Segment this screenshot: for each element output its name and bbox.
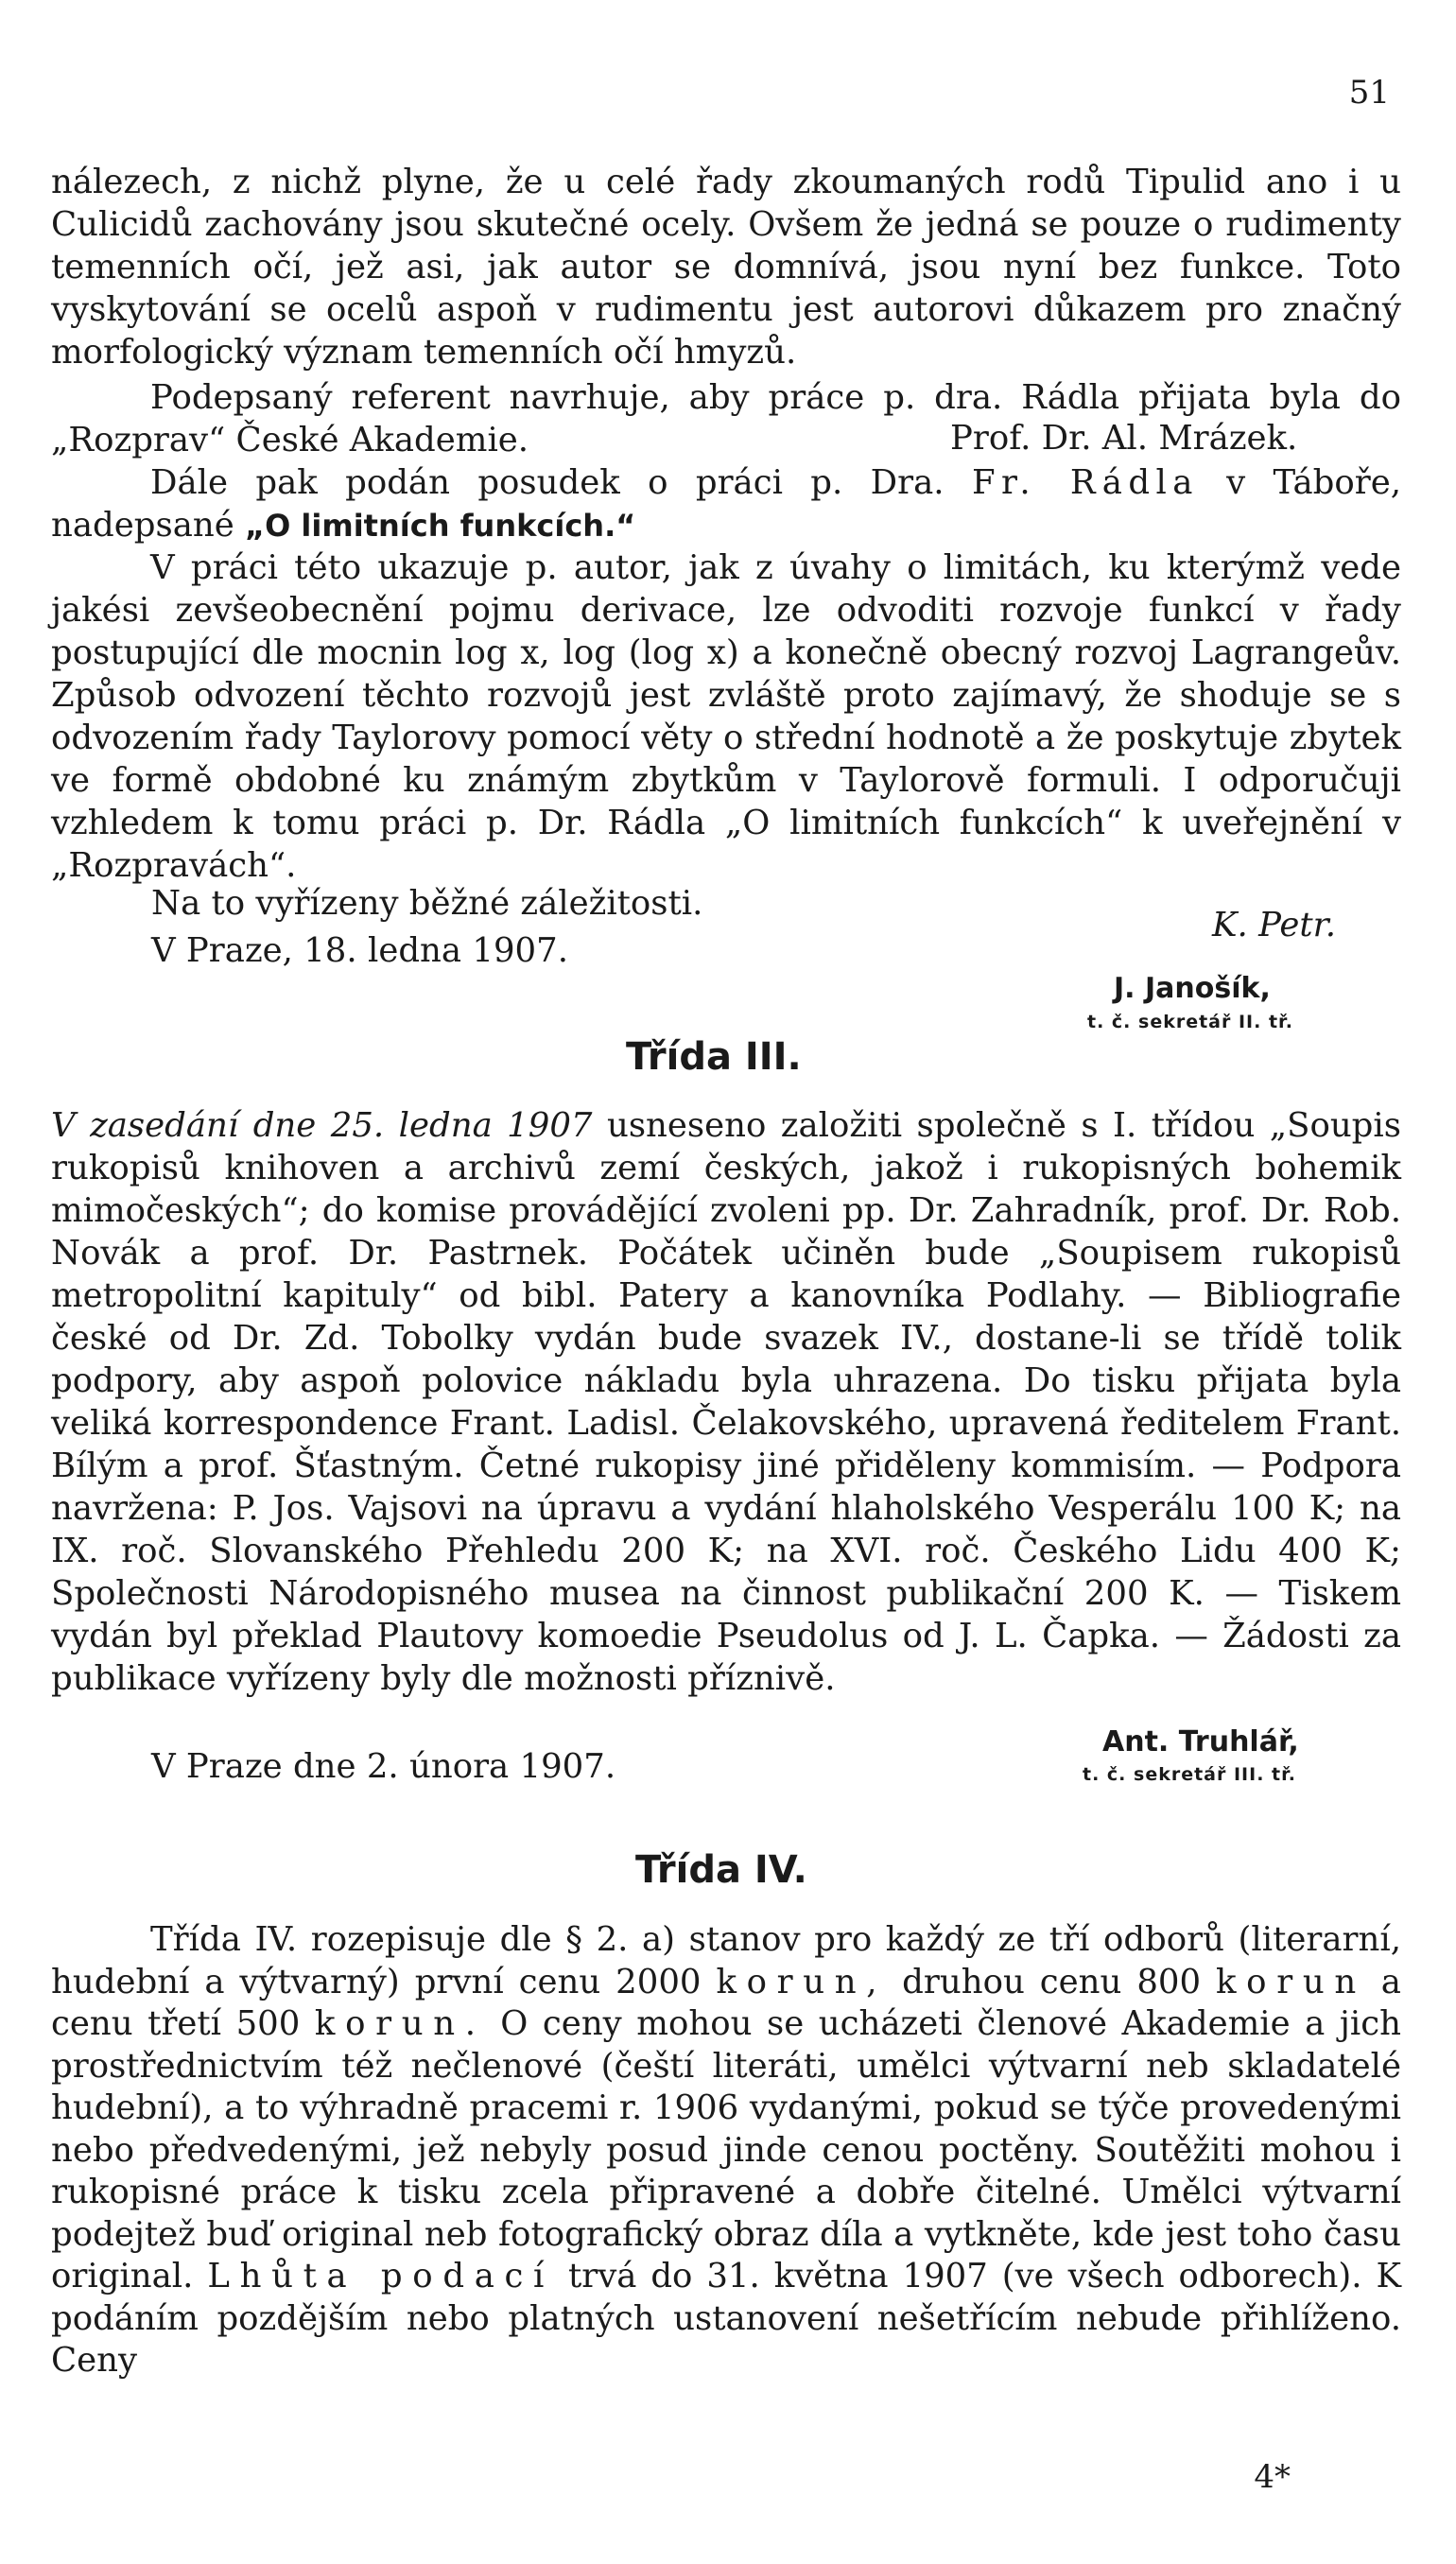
prize-text-e: trvá do 31. května 1907 (ve všech odborech). K podáním pozdějším nebo platných ustanovení nešetřícím nebude přihlíženo. Ceny bbox=[51, 2257, 1401, 2380]
posudek-text-b: v Táboře, nadepsané bbox=[51, 463, 1401, 545]
date-2: V Praze dne 2. února 1907. bbox=[151, 1747, 616, 1786]
heading-trida-3: Třída III. bbox=[626, 1035, 802, 1079]
signature-mark: 4* bbox=[1254, 2458, 1291, 2496]
paragraph-posudek bbox=[51, 461, 1401, 547]
prize-text-c: a cenu třetí 500 bbox=[51, 1962, 1401, 2043]
session-lead: V zasedání dne 25. ledna 1907 bbox=[51, 1106, 593, 1145]
session-text: usneseno založiti společně s I. třídou „Soupis rukopisů knihoven a archivů zemí českých, jakož i rukopisných bohemik mimočeských“; do komise provádějící zvoleni pp. Dr. Zahradník, prof. Dr. Rob. Novák a prof. Dr. Pastrnek. Počátek učiněn bude „Soupisem rukopisů metropolitní kapituly“ od bibl. Patery a kanovníka Podlahy. — Bibliografie české od Dr. Zd. Tobolky vydán bude svazek IV., dostane-li se třídě tolik podpory, aby aspoň polovice nákladu byla uhrazena. Do tisku přijata byla veliká korrespondence Frant. Ladisl. Čelakovského, upravená ředitelem Frant. Bílým a prof. Šťastným. Četné rukopisy jiné přiděleny kommisím. — Podpora navržena: P. Jos. Vajsovi na úpravu a vydání hlaholského Vesperálu 100 K; na IX. roč. Slovanského Přehledu 200 K; na XVI. roč. Českého Lidu 400 K; Společnosti Národopisného musea na činnost publikační 200 K. — Tiskem vydán byl překlad Plautovy komoedie Pseudolus od J. L. Čapka. — Žádosti za publikace vyřízeny byly dle možnosti příznivě. bbox=[51, 1106, 1401, 1698]
paragraph-trida-3 bbox=[51, 1104, 1401, 1700]
posudek-text-a: Dále pak podán posudek o práci p. Dra. bbox=[150, 463, 945, 502]
korun-2: korun bbox=[1216, 1962, 1366, 2001]
korun-3: korun. bbox=[314, 2004, 486, 2043]
signer-janosik: J. Janošík, bbox=[1114, 972, 1271, 1005]
author-name-spaced: Fr. Rádla bbox=[971, 463, 1199, 502]
heading-trida-4: Třída IV. bbox=[635, 1848, 807, 1892]
page-number: 51 bbox=[1348, 74, 1390, 112]
closing-line: Na to vyřízeny běžné záležitosti. bbox=[151, 884, 703, 923]
date-1: V Praze, 18. ledna 1907. bbox=[151, 931, 568, 970]
signer-truhlar-title: t. č. sekretář III. tř. bbox=[1083, 1764, 1296, 1785]
paragraph-limity: V práci této ukazuje p. autor, jak z úvahy o limitách, ku kterýmž vede jakési zevšeobecnění pojmu derivace, lze odvoditi rozvoje funkcí v řady postupující dle mocnin log x, log (log x) a konečně obecný rozvoj Lagrangeův. Způsob odvození těchto rozvojů jest zvláště proto zajímavý, že shoduje se s odvozením řady Taylorovy pomocí věty o střední hodnotě a že poskytuje zbytek ve formě obdobné ku známým zbytkům v Taylorově formuli. I odporučuji vzhledem k tomu práci p. Dr. Rádla „O limitních funkcích“ k uveřejnění v „Rozpravách“. bbox=[51, 548, 1401, 885]
paragraph-trida-4 bbox=[51, 1919, 1401, 2382]
prize-text-d: O ceny mohou se ucházeti členové Akademie a jich prostřednictvím též nečlenové (čeští literáti, umělci výtvarní neb skladatelé hudební), a to výhradně pracemi r. 1906 vydanými, pokud se týče provedenými nebo předvedenými, jež nebyly posud jinde cenou poctěny. Soutěžiti mohou i rukopisné práce k tisku zcela připravené a dobře čitelné. Umělci výtvarní podejtež buď original neb fotografický obraz díla a vytkněte, kde jest toho času original. bbox=[51, 2004, 1401, 2295]
referent-text: Podepsaný referent navrhuje, aby práce p. dra. Rádla přijata byla do „Rozprav“ České Akademie. bbox=[51, 378, 1401, 459]
deadline-label: Lhůta podací bbox=[207, 2257, 555, 2295]
signer-janosik-title: t. č. sekretář II. tř. bbox=[1087, 1012, 1293, 1032]
signature-mrazek: Prof. Dr. Al. Mrázek. bbox=[950, 419, 1298, 458]
paragraph-ocelli: nálezech, z nichž plyne, že u celé řady zkoumaných rodů Tipulid ano i u Culicidů zachovány jsou skutečné ocely. Ovšem že jedná se pouze o rudimenty temenních očí, jež asi, jak autor se domnívá, jsou nyní bez funkce. Toto vyskytování se ocelů aspoň v rudimentu jest autorovi důkazem pro značný morfologický význam temenních očí hmyzů. bbox=[51, 163, 1401, 372]
prize-text-b: druhou cenu 800 bbox=[902, 1962, 1202, 2001]
signer-truhlar: Ant. Truhlář, bbox=[1102, 1725, 1299, 1758]
prize-text-a: Třída IV. rozepisuje dle § 2. a) stanov pro každý ze tří odborů (literarní, hudební a výtvarný) první cenu 2000 bbox=[51, 1920, 1401, 2001]
work-title: „O limitních funkcích.“ bbox=[245, 508, 636, 544]
korun-1: korun, bbox=[716, 1962, 888, 2001]
signature-petr: K. Petr. bbox=[1212, 906, 1337, 944]
